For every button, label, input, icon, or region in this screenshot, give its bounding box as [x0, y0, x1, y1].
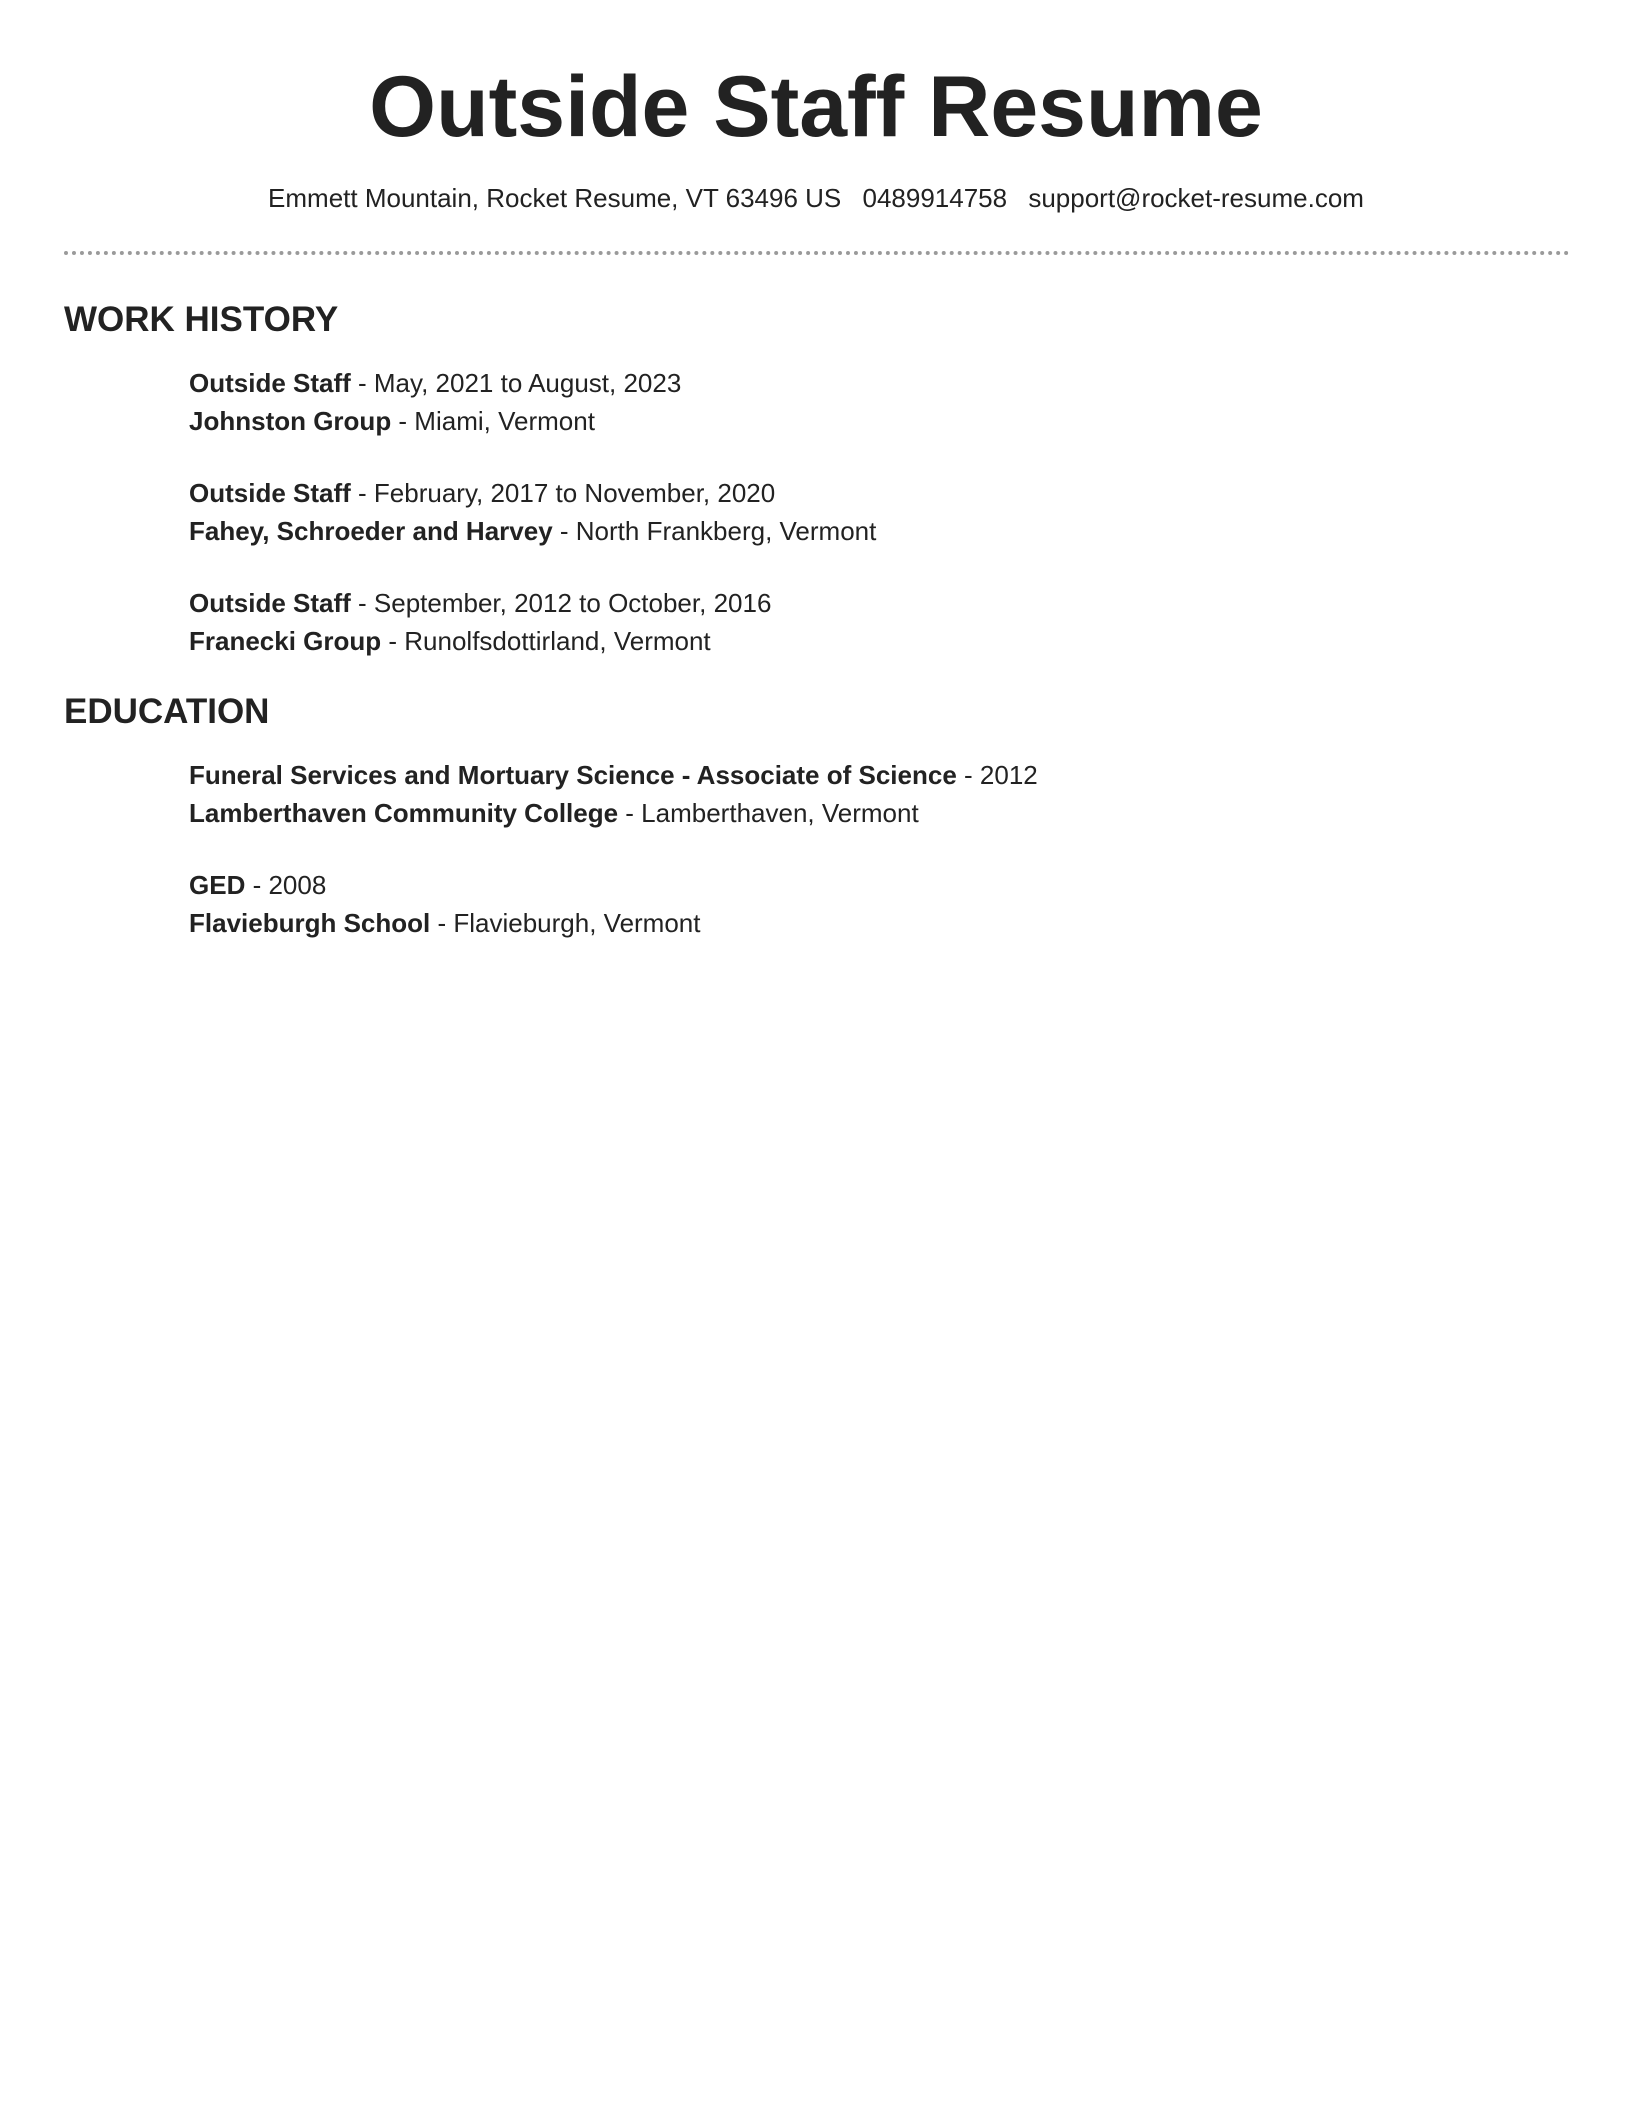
- contact-email: support@rocket-resume.com: [1028, 183, 1364, 213]
- education-heading: EDUCATION: [64, 692, 270, 731]
- work-dates: - February, 2017 to November, 2020: [350, 478, 776, 508]
- work-entry-role-line: [189, 474, 876, 512]
- work-dates: - September, 2012 to October, 2016: [350, 588, 772, 618]
- education-entry: [189, 756, 1038, 832]
- contact-line: [0, 180, 1632, 216]
- education-degree: GED: [189, 870, 246, 900]
- work-location: - Miami, Vermont: [391, 406, 595, 436]
- contact-phone: 0489914758: [862, 183, 1008, 213]
- education-year: - 2008: [245, 870, 327, 900]
- education-entry-school-line: [189, 794, 1038, 832]
- education-entry-degree-line: [189, 756, 1038, 794]
- header-divider: [64, 251, 1570, 255]
- education-school: Lamberthaven Community College: [189, 798, 619, 828]
- work-entry-company-line: [189, 402, 681, 440]
- work-role: Outside Staff: [189, 588, 351, 618]
- education-entry: [189, 866, 700, 942]
- work-entry: [189, 584, 771, 660]
- work-entry: [189, 474, 876, 550]
- work-company: Johnston Group: [189, 406, 392, 436]
- education-degree: Funeral Services and Mortuary Science - Associate of Science: [189, 760, 957, 790]
- resume-title: Outside Staff Resume: [369, 59, 1263, 155]
- work-entry: [189, 364, 681, 440]
- education-entry-degree-line: [189, 866, 700, 904]
- work-role: Outside Staff: [189, 368, 351, 398]
- education-year: - 2012: [956, 760, 1038, 790]
- work-location: - North Frankberg, Vermont: [552, 516, 877, 546]
- education-location: - Flavieburgh, Vermont: [430, 908, 701, 938]
- education-location: - Lamberthaven, Vermont: [618, 798, 919, 828]
- work-history-heading: WORK HISTORY: [64, 300, 339, 339]
- work-entry-role-line: [189, 364, 681, 402]
- education-entry-school-line: [189, 904, 700, 942]
- work-location: - Runolfsdottirland, Vermont: [381, 626, 711, 656]
- work-entry-role-line: [189, 584, 771, 622]
- work-entry-company-line: [189, 622, 771, 660]
- work-dates: - May, 2021 to August, 2023: [350, 368, 682, 398]
- work-company: Franecki Group: [189, 626, 382, 656]
- work-role: Outside Staff: [189, 478, 351, 508]
- education-school: Flavieburgh School: [189, 908, 431, 938]
- work-entry-company-line: [189, 512, 876, 550]
- work-company: Fahey, Schroeder and Harvey: [189, 516, 553, 546]
- contact-address: Emmett Mountain, Rocket Resume, VT 63496 US: [268, 183, 842, 213]
